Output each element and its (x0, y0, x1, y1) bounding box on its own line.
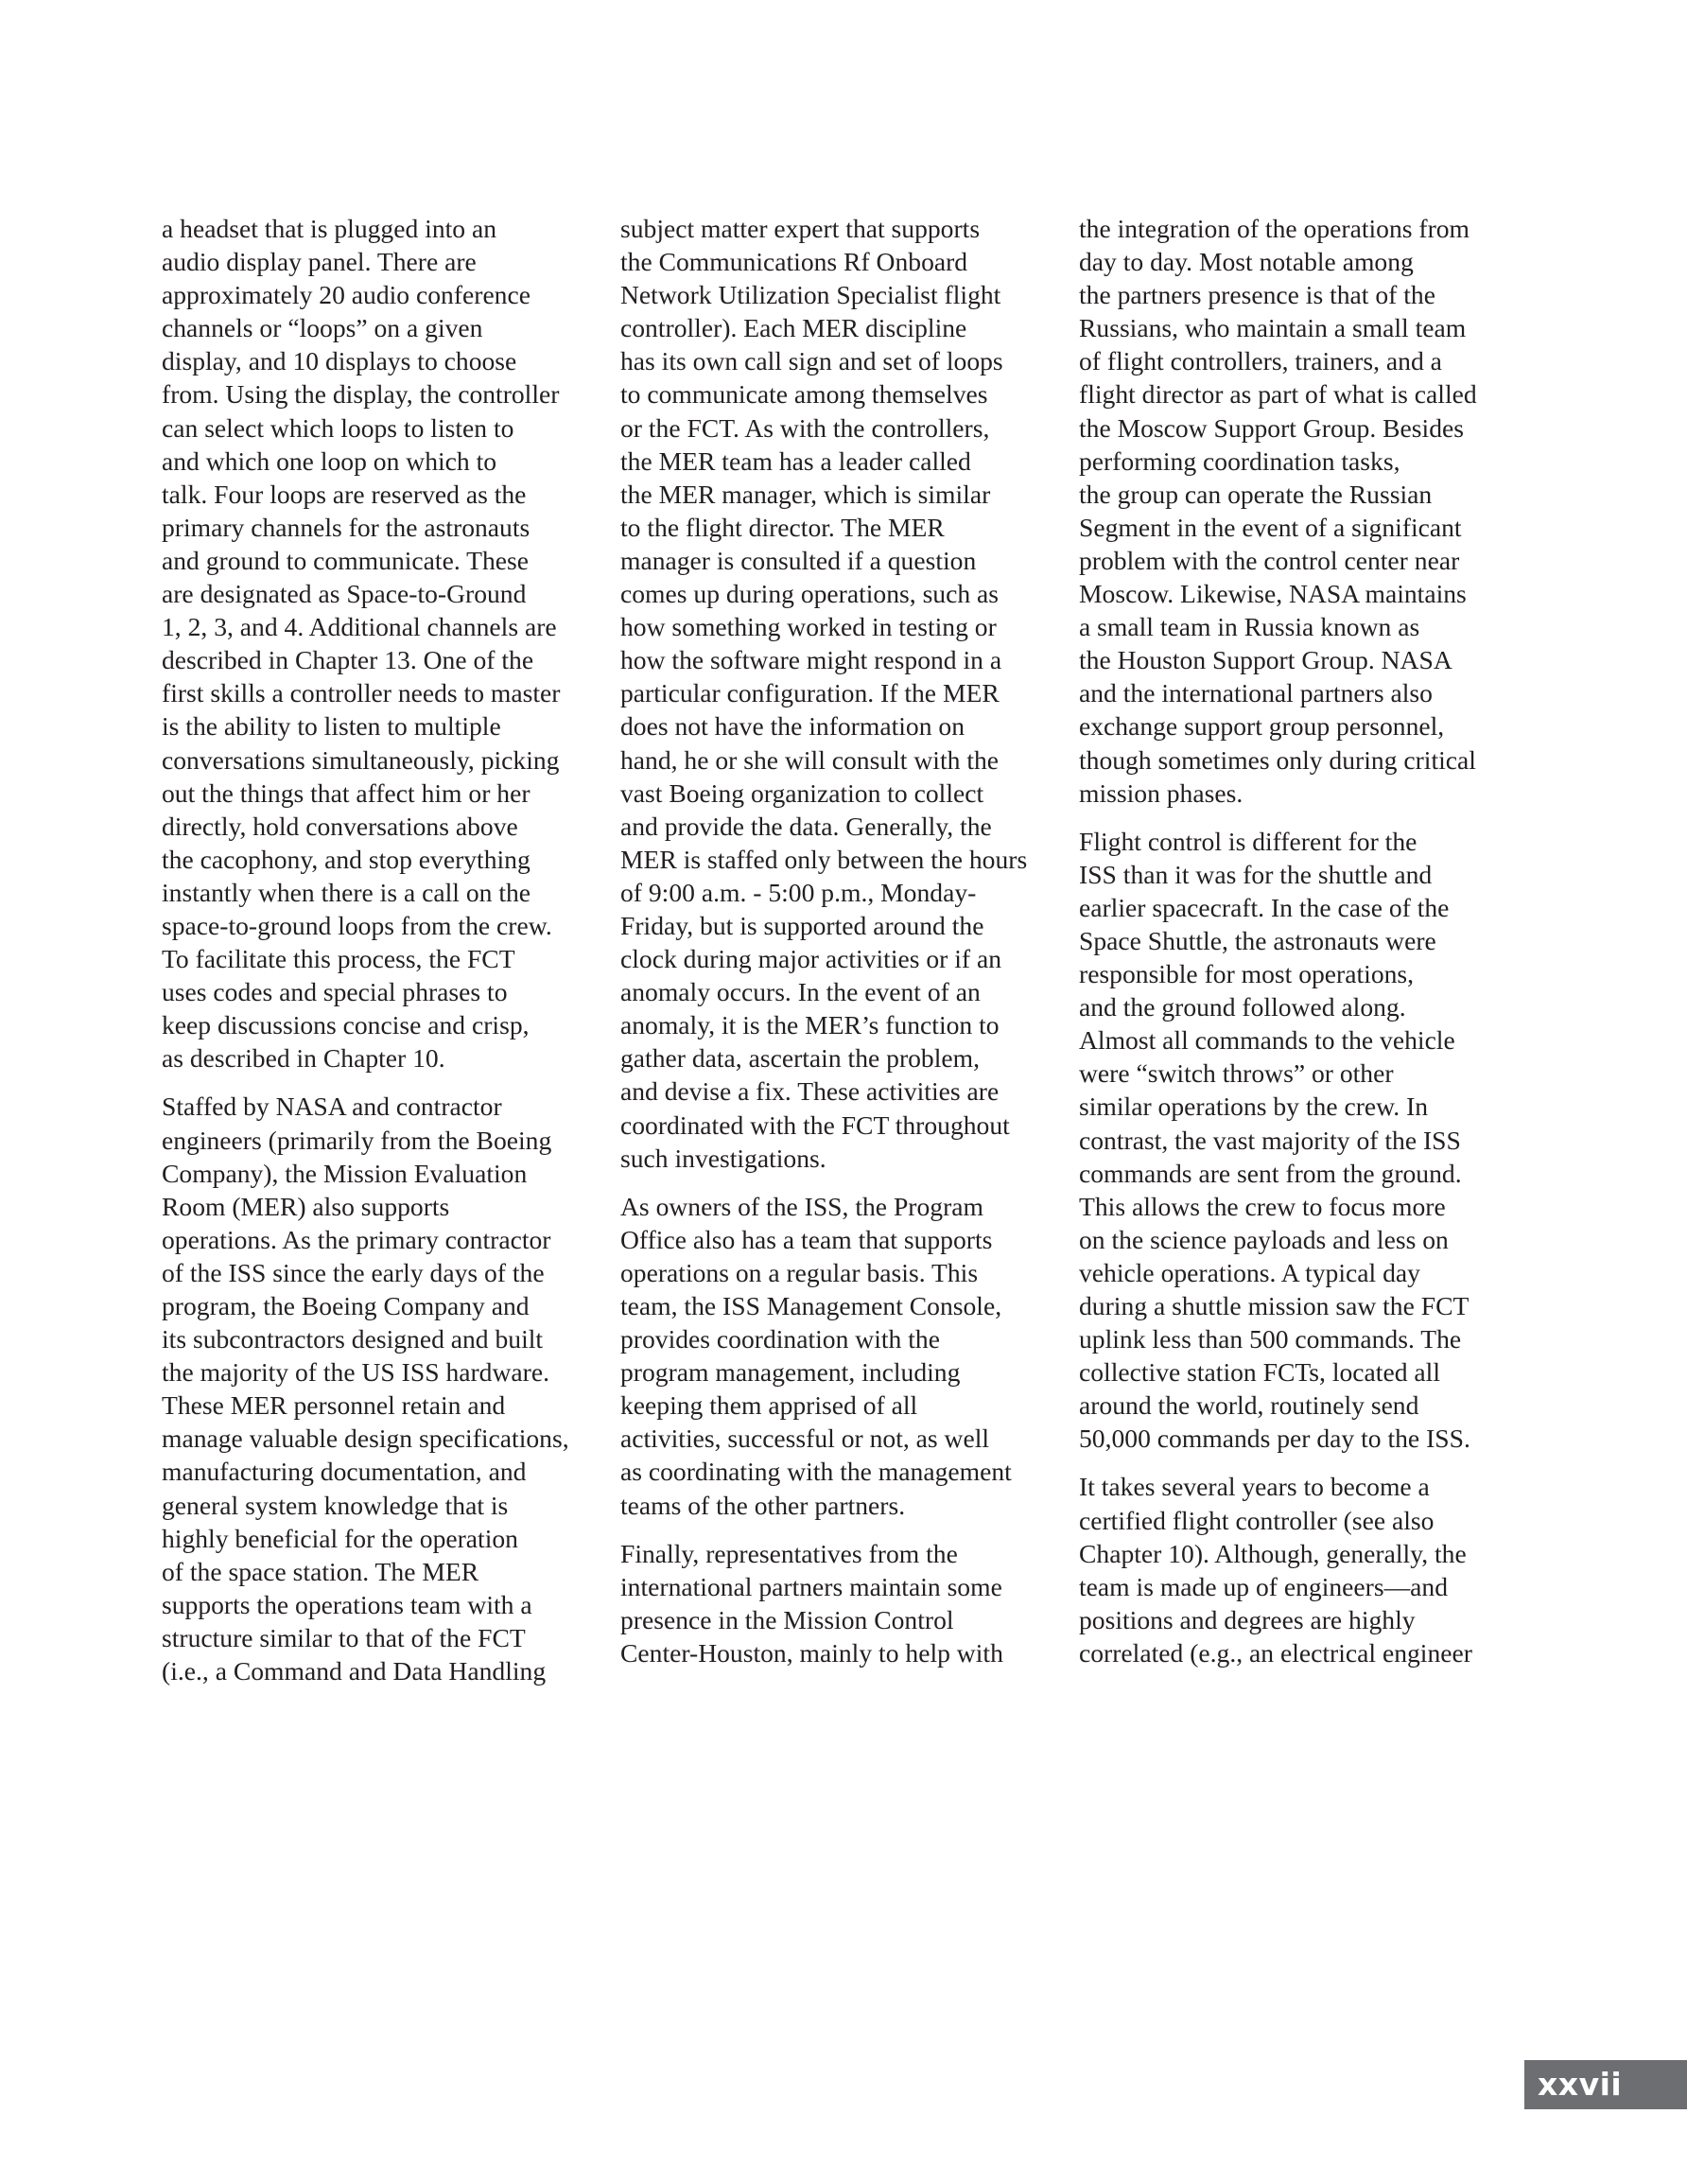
text-line: the MER manager, which is similar (620, 479, 991, 509)
text-line: Finally, representatives from the (620, 1538, 958, 1568)
paragraph (1079, 825, 1506, 1456)
text-line: program management, including (620, 1357, 961, 1388)
text-line: is the ability to listen to multiple (162, 711, 501, 742)
text-line: talk. Four loops are reserved as the (162, 479, 527, 509)
text-line: to communicate among themselves (620, 379, 988, 410)
text-line: of the ISS since the early days of the (162, 1257, 545, 1287)
text-line: Company), the Mission Evaluation (162, 1158, 528, 1188)
text-line: commands are sent from the ground. (1079, 1158, 1462, 1188)
text-line: and devise a fix. These activities are (620, 1076, 1000, 1107)
text-line: the group can operate the Russian (1079, 479, 1433, 509)
text-line: the MER team has a leader called (620, 446, 971, 476)
text-line: These MER personnel retain and (162, 1390, 506, 1421)
text-line: subject matter expert that supports (620, 214, 981, 243)
text-line: from. Using the display, the controller (162, 379, 560, 410)
text-line: as coordinating with the management (620, 1457, 1012, 1487)
text-line: Chapter 10). Although, generally, the (1079, 1538, 1467, 1568)
text-line: manager is consulted if a question (620, 545, 977, 575)
paragraph (620, 1190, 1048, 1522)
text-line: how the software might respond in a (620, 645, 1002, 675)
text-line: responsible for most operations, (1079, 959, 1415, 989)
text-line: and the ground followed along. (1079, 992, 1406, 1022)
text-line: of the space station. The MER (162, 1556, 479, 1586)
text-line: coordinated with the FCT throughout (620, 1109, 1010, 1140)
text-line: described in Chapter 13. One of the (162, 645, 534, 675)
paragraph (1079, 212, 1506, 810)
text-line: how something worked in testing or (620, 612, 997, 642)
text-line: hand, he or she will consult with the (620, 744, 1000, 775)
text-line: anomaly, it is the MER’s function to (620, 1010, 1000, 1040)
text-line: directly, hold conversations above (162, 811, 518, 841)
text-line: highly beneficial for the operation (162, 1523, 518, 1553)
text-line: keeping them apprised of all (620, 1390, 918, 1421)
text-line: Network Utilization Specialist flight (620, 280, 1001, 310)
text-line: though sometimes only during critical (1079, 744, 1476, 775)
text-line: does not have the information on (620, 711, 965, 742)
text-line: controller). Each MER discipline (620, 313, 967, 343)
text-line: such investigations. (620, 1143, 826, 1173)
text-line: operations on a regular basis. This (620, 1257, 979, 1287)
text-line: vehicle operations. A typical day (1079, 1257, 1420, 1287)
text-line: and which one loop on which to (162, 446, 497, 476)
text-line: channels or “loops” on a given (162, 313, 483, 343)
text-line: Office also has a team that supports (620, 1224, 993, 1254)
text-line: activities, successful or not, as well (620, 1424, 990, 1454)
text-line: engineers (primarily from the Boeing (162, 1125, 552, 1155)
text-line: structure similar to that of the FCT (162, 1622, 526, 1652)
text-line: a headset that is plugged into an (162, 214, 497, 243)
text-line: can select which loops to listen to (162, 412, 514, 443)
text-line: 50,000 commands per day to the ISS. (1079, 1424, 1470, 1454)
text-line: vast Boeing organization to collect (620, 778, 984, 808)
paragraph (162, 1090, 589, 1687)
page-number-tab: xxvii (1524, 2060, 1687, 2109)
text-line: performing coordination tasks, (1079, 446, 1400, 476)
text-line: manage valuable design specifications, (162, 1424, 569, 1454)
text-line: clock during major activities or if an (620, 944, 1002, 974)
text-line: the Communications Rf Onboard (620, 247, 968, 277)
text-line: teams of the other partners. (620, 1490, 906, 1520)
text-line: out the things that affect him or her (162, 778, 530, 808)
text-line: To facilitate this process, the FCT (162, 944, 515, 974)
text-line: uplink less than 500 commands. The (1079, 1324, 1462, 1354)
text-line: (i.e., a Command and Data Handling (162, 1656, 547, 1686)
text-line: the partners presence is that of the (1079, 280, 1435, 310)
text-line: keep discussions concise and crisp, (162, 1010, 530, 1040)
text-line: anomaly occurs. In the event of an (620, 977, 981, 1007)
text-line: collective station FCTs, located all (1079, 1357, 1440, 1388)
text-line: MER is staffed only between the hours (620, 844, 1028, 874)
text-line: Moscow. Likewise, NASA maintains (1079, 579, 1467, 609)
text-line: certified flight controller (see also (1079, 1505, 1435, 1535)
text-line: It takes several years to become a (1079, 1472, 1430, 1502)
text-line: mission phases. (1079, 778, 1244, 808)
text-line: day to day. Most notable among (1079, 247, 1414, 277)
text-line: conversations simultaneously, picking (162, 744, 560, 775)
paragraph (162, 212, 589, 1075)
text-line: first skills a controller needs to master (162, 678, 561, 708)
text-line: contrast, the vast majority of the ISS (1079, 1125, 1461, 1155)
text-line: particular configuration. If the MER (620, 678, 1000, 708)
text-line: international partners maintain some (620, 1571, 1002, 1601)
text-line: of 9:00 a.m. - 5:00 p.m., Monday- (620, 877, 977, 907)
paragraph (1079, 1470, 1506, 1669)
text-line: primary channels for the astronauts (162, 512, 530, 542)
text-line: the cacophony, and stop everything (162, 844, 530, 874)
text-line: and ground to communicate. These (162, 545, 529, 575)
text-line: or the FCT. As with the controllers, (620, 412, 990, 443)
text-column-3 (1079, 212, 1506, 1685)
text-line: are designated as Space-to-Ground (162, 579, 527, 609)
text-line: comes up during operations, such as (620, 579, 1000, 609)
text-line: gather data, ascertain the problem, (620, 1043, 981, 1074)
text-line: Center-Houston, mainly to help with (620, 1637, 1003, 1668)
text-line: flight director as part of what is called (1079, 379, 1477, 410)
text-column-1 (162, 212, 589, 1703)
text-line: approximately 20 audio conference (162, 280, 530, 310)
text-line: the Houston Support Group. NASA (1079, 645, 1452, 675)
text-line: were “switch throws” or other (1079, 1058, 1394, 1089)
text-line: display, and 10 displays to choose (162, 346, 517, 376)
text-line: general system knowledge that is (162, 1490, 509, 1520)
text-line: of flight controllers, trainers, and a (1079, 346, 1442, 376)
text-line: supports the operations team with a (162, 1589, 532, 1619)
text-line: This allows the crew to focus more (1079, 1191, 1446, 1221)
text-line: presence in the Mission Control (620, 1604, 954, 1634)
text-line: team is made up of engineers—and (1079, 1571, 1449, 1601)
text-line: and provide the data. Generally, the (620, 811, 992, 841)
text-line: Almost all commands to the vehicle (1079, 1025, 1455, 1056)
text-line: space-to-ground loops from the crew. (162, 910, 552, 940)
text-line: as described in Chapter 10. (162, 1043, 445, 1074)
text-line: Staffed by NASA and contractor (162, 1092, 502, 1122)
text-line: uses codes and special phrases to (162, 977, 508, 1007)
text-line: earlier spacecraft. In the case of the (1079, 892, 1450, 922)
text-line: Flight control is different for the (1079, 826, 1417, 856)
text-line: team, the ISS Management Console, (620, 1291, 1002, 1320)
text-line: ISS than it was for the shuttle and (1079, 859, 1433, 889)
text-line: its subcontractors designed and built (162, 1324, 544, 1354)
text-line: 1, 2, 3, and 4. Additional channels are (162, 612, 557, 642)
text-line: on the science payloads and less on (1079, 1224, 1449, 1254)
text-line: As owners of the ISS, the Program (620, 1191, 983, 1221)
text-line: the integration of the operations from (1079, 214, 1470, 243)
text-line: Space Shuttle, the astronauts were (1079, 925, 1436, 955)
text-line: has its own call sign and set of loops (620, 346, 1003, 376)
text-line: a small team in Russia known as (1079, 612, 1420, 642)
text-column-2 (620, 212, 1048, 1685)
text-line: audio display panel. There are (162, 247, 477, 277)
text-line: problem with the control center near (1079, 545, 1460, 575)
text-line: positions and degrees are highly (1079, 1604, 1416, 1634)
text-line: similar operations by the crew. In (1079, 1092, 1429, 1122)
text-line: manufacturing documentation, and (162, 1457, 527, 1487)
text-line: Room (MER) also supports (162, 1191, 450, 1221)
text-line: the majority of the US ISS hardware. (162, 1357, 549, 1388)
text-line: program, the Boeing Company and (162, 1291, 530, 1320)
text-line: provides coordination with the (620, 1324, 940, 1354)
text-line: exchange support group personnel, (1079, 711, 1445, 742)
text-line: to the flight director. The MER (620, 512, 945, 542)
text-line: Russians, who maintain a small team (1079, 313, 1467, 343)
paragraph (620, 212, 1048, 1175)
text-line: instantly when there is a call on the (162, 877, 531, 907)
text-line: Friday, but is supported around the (620, 910, 984, 940)
text-line: and the international partners also (1079, 678, 1433, 708)
text-line: around the world, routinely send (1079, 1390, 1419, 1421)
text-line: operations. As the primary contractor (162, 1224, 551, 1254)
text-line: Segment in the event of a significant (1079, 512, 1462, 542)
paragraph (620, 1537, 1048, 1669)
text-line: during a shuttle mission saw the FCT (1079, 1291, 1470, 1320)
text-line: correlated (e.g., an electrical engineer (1079, 1637, 1472, 1668)
text-line: the Moscow Support Group. Besides (1079, 412, 1464, 443)
